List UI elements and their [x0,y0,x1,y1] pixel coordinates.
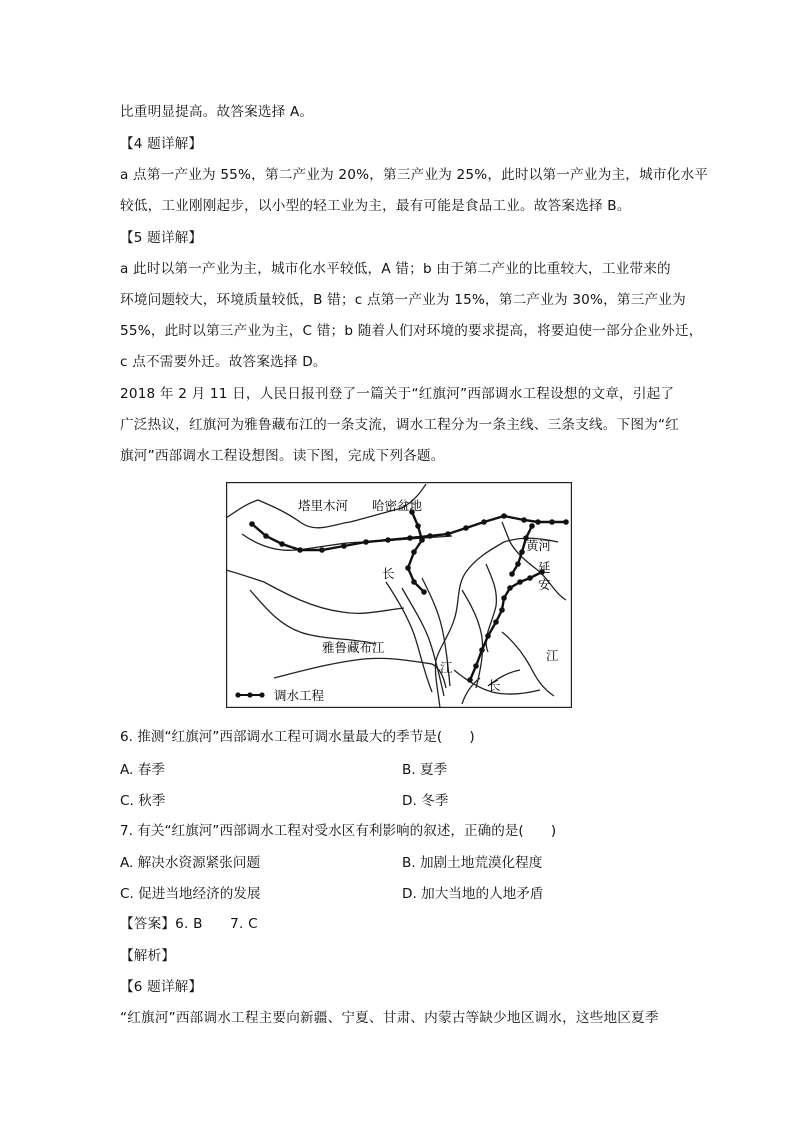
route-dot [499,607,505,613]
q6-option-b[interactable]: B. 夏季 [402,762,448,778]
map-label-hami: 哈密盆地 [372,498,423,513]
route-dot [411,549,417,555]
route-dot [319,547,325,553]
text-line-6: a 此时以第一产业为主，城市化水平较低，A 错；b 由于第二产业的比重较大，工业带来的 [120,261,671,277]
route-dot [415,523,421,529]
route-dot [501,595,507,601]
route-dot [527,575,533,581]
map-label-jiang-1: 江 [440,660,453,675]
route-dot [421,589,427,595]
route-dot [519,549,525,555]
section-heading-4: 【4 题详解】 [120,136,203,152]
route-dot [507,585,513,591]
route-dot [463,525,469,531]
text-line-last: “红旗河”西部调水工程主要向新疆、宁夏、甘肃、内蒙古等缺少地区调水，这些地区夏季 [120,1010,659,1026]
route-dot [385,537,391,543]
text-line-11: 广泛热议，红旗河为雅鲁藏布江的一条支流，调水工程分为一条主线、三条支线。下图为“红 [120,417,679,433]
route-dot [445,531,451,537]
route-dot [521,517,527,523]
route-dot [517,579,523,585]
q7-option-d[interactable]: D. 加大当地的人地矛盾 [402,886,544,902]
route-dot [509,571,515,577]
route-dot [405,565,411,571]
q7-option-b[interactable]: B. 加剧土地荒漠化程度 [402,855,543,871]
answer-line: 【答案】6. B 7. C [120,916,258,932]
route-dot [501,513,507,519]
text-line-1: 比重明显提高。故答案选择 A。 [120,104,314,120]
route-dot [481,519,487,525]
route-dot [249,521,255,527]
section-heading-5: 【5 题详解】 [120,230,203,246]
map-label-huanghe: 黄河 [526,538,552,553]
route-dot [473,663,479,669]
q7-option-c[interactable]: C. 促进当地经济的发展 [120,886,261,902]
question-7-stem: 7. 有关“红旗河”西部调水工程对受水区有利影响的叙述，正确的是( ) [120,823,557,839]
legend-label: 调水工程 [274,688,325,703]
route-dot [529,523,535,529]
route-dot [263,533,269,539]
map-label-yanan-1: 延 [538,560,551,575]
text-line-12: 旗河”西部调水工程设想图。读下图，完成下列各题。 [120,448,445,464]
map-label-yarlung: 雅鲁藏布江 [322,640,385,655]
q7-option-a[interactable]: A. 解决水资源紧张问题 [120,855,261,871]
analysis-heading: 【解析】 [120,948,176,964]
route-dot [363,539,369,545]
text-line-10: 2018 年 2 月 11 日，人民日报刊登了一篇关于“红旗河”西部调水工程设想的文章，引起了 [120,386,675,402]
map-label-jiang-2: 江 [546,648,559,663]
map-label-yanan-2: 安 [538,577,551,592]
q6-option-c[interactable]: C. 秋季 [120,793,166,809]
route-dot [535,519,541,525]
route-dot [411,579,417,585]
text-line-4: 较低，工业刚刚起步，以小型的轻工业为主，最有可能是食品工业。故答案选择 B。 [120,198,631,214]
section-heading-6: 【6 题详解】 [120,979,203,995]
route-dot [297,547,303,553]
q6-option-d[interactable]: D. 冬季 [402,793,449,809]
route-dot [479,647,485,653]
text-line-8: 55%，此时以第三产业为主，C 错；b 随着人们对环境的要求提高，将要迫使一部分企业外迁， [120,323,703,339]
route-dot [515,561,521,567]
route-dot [341,543,347,549]
text-line-9: c 点不需要外迁。故答案选择 D。 [120,354,327,370]
text-line-7: 环境问题较大，环境质量较低，B 错；c 点第一产业为 15%，第二产业为 30%，第三产业为 [120,292,686,308]
route-dot [485,633,491,639]
route-dot [407,535,413,541]
route-dot [467,677,473,683]
q6-option-a[interactable]: A. 春季 [120,762,165,778]
water-diversion-map [226,482,572,708]
map-label-tarim: 塔里木河 [298,498,349,513]
question-6-stem: 6. 推测“红旗河”西部调水工程可调水量最大的季节是( ) [120,729,475,745]
route-dot [419,537,425,543]
route-dot [563,519,569,525]
route-dot [427,533,433,539]
route-dot [493,619,499,625]
route-dot [549,519,555,525]
map-label-chang-1: 长 [382,566,395,581]
route-dot [279,541,285,547]
map-label-chang-2: 长 [488,678,501,693]
text-line-3: a 点第一产业为 55%，第二产业为 20%，第三产业为 25%，此时以第一产业为主，城市化水平 [120,167,709,183]
